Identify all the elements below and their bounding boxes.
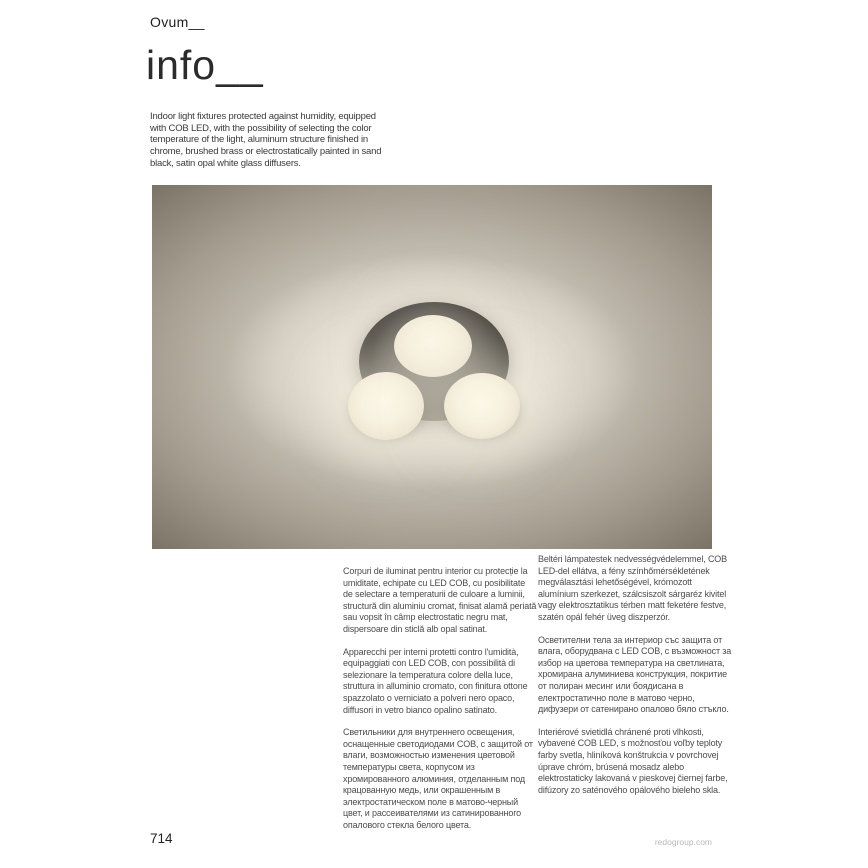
description-hungarian: Beltéri lámpatestek nedvességvédelemmel, COB LED-del ellátva, a fény színhőmérsékletének megválasztási lehetőségével, krómozott alumínium szerkezet, szálcsiszolt sárgaréz kivitel vagy elektrosztatikus térben matt feketére festve, szatén opál fehér üveg diszperzór. [538, 554, 727, 622]
description-romanian: Corpuri de iluminat pentru interior cu protecție la umiditate, echipate cu LED COB, cu posibilitate de selectare a temperaturii de culoare a luminii, structură din aluminiu cromat, finisat alamă periată sau vopsit în câmp electrostatic negru mat, dispersoare din sticlă alb opal satinat. [343, 566, 537, 634]
description-english: Indoor light fixtures protected against humidity, equipped with COB LED, with the possibility of selecting the color temperature of the light, aluminum structure finished in chrome, brushed brass or electrostatically painted in sand black, satin opal white glass diffusers. [150, 111, 382, 169]
description-slovak: Interiérové svietidlá chránené proti vlhkosti, vybavené COB LED, s možnosťou voľby teploty farby svetla, hliníková konštrukcia v povrchovej úprave chróm, brúsená mosadz alebo elektrostaticky lakovaná v pieskovej čiernej farbe, difúzory zo saténového opálového bieleho skla. [538, 726, 728, 795]
description-italian: Apparecchi per interni protetti contro l'umidità, equipaggiati con LED COB, con possibilità di selezionare la temperatura colore della luce, struttura in alluminio cromato, con finitura ottone spazzolato o verniciato a polveri nero opaco, diffusori in vetro bianco opalino satinato. [343, 646, 528, 715]
translations-column-left [343, 566, 537, 842]
product-photo [152, 185, 712, 549]
description-bulgarian: Осветителни тела за интериор със защита от влага, оборудвана с LED COB, с възможност за избор на цветова температура на светлината, хромирана алуминиева конструкция, покритие от полиран месинг или боядисана в електростатично поле в матово черно, дифузери от сатенирано опалово бяло стъкло. [538, 634, 732, 715]
website-url: redogroup.com [654, 837, 712, 847]
translations-column-right [538, 554, 734, 807]
diffuser-sphere-top [394, 315, 472, 377]
product-name: Ovum__ [150, 14, 205, 30]
page-number: 714 [150, 831, 173, 846]
page-title: info__ [146, 42, 264, 88]
description-russian: Светильники для внутреннего освещения, оснащенные светодиодами COB, с защитой от влаги, возможностью изменения цветовой температуры света, корпусом из хромированного алюминия, отделанным под крацованную медь, или окрашенным в электростатическом поле в матово-черный цвет, и рассеивателями из сатинированного опалового стекла белого цвета. [343, 727, 533, 830]
diffuser-sphere-bottom-left [348, 372, 424, 440]
diffuser-sphere-bottom-right [444, 373, 520, 439]
